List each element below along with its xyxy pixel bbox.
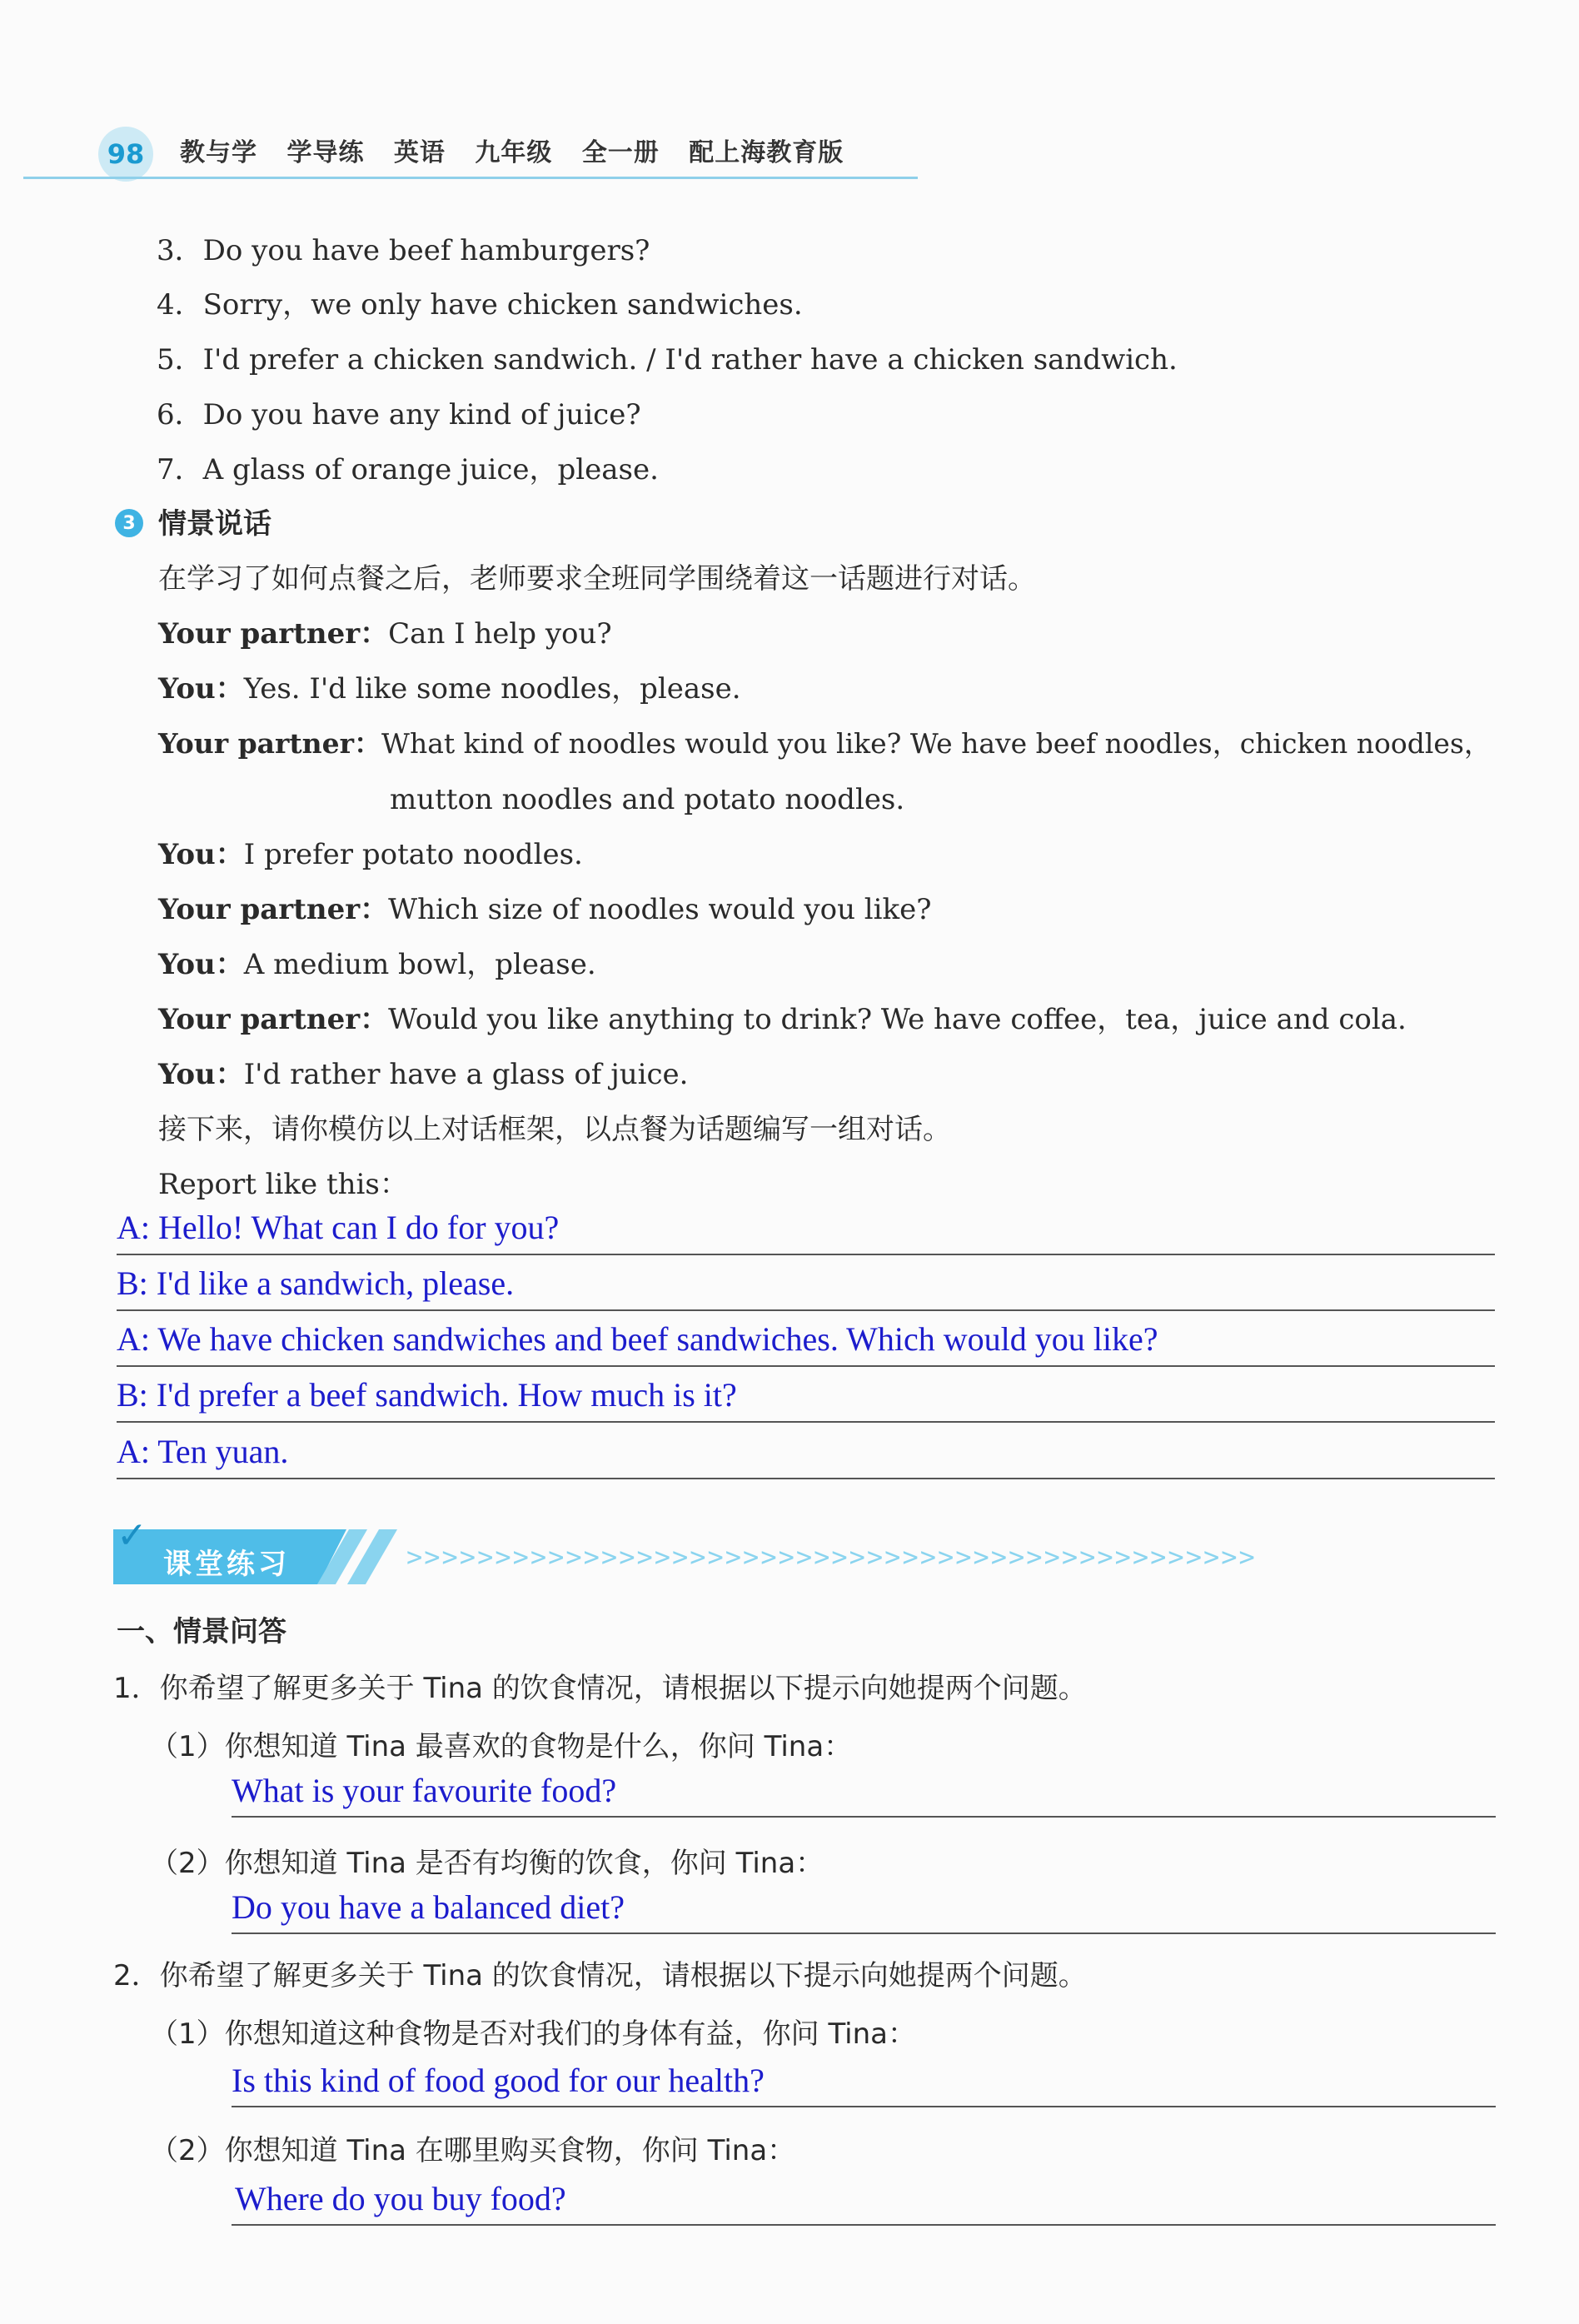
answer-rule xyxy=(117,1365,1495,1367)
section-number-badge xyxy=(115,509,143,537)
question-stem: 2．你希望了解更多关于 Tina 的饮食情况，请根据以下提示向她提两个问题。 xyxy=(113,1959,1087,1992)
dialogue-line xyxy=(158,1060,688,1089)
answer-line: What is your favourite food? xyxy=(232,1772,617,1809)
dialogue-line xyxy=(158,672,741,706)
report-label: Report like this： xyxy=(158,1168,408,1201)
answer-line: A: Hello! What can I do for you? xyxy=(117,1209,560,1246)
answer-rule xyxy=(232,2224,1496,2226)
section-number: 3 xyxy=(122,512,136,534)
sub-question: （1）你想知道 Tina 最喜欢的食物是什么，你问 Tina： xyxy=(150,1730,853,1763)
page-number: 98 xyxy=(107,138,145,170)
dialogue-line xyxy=(158,840,583,869)
utterance: Would you like anything to drink? We have coffee，tea，juice and cola. xyxy=(388,1003,1407,1036)
utterance: Yes. I'd like some noodles，please. xyxy=(243,672,741,706)
answer-line: B: I'd like a sandwich, please. xyxy=(117,1264,515,1302)
dialogue-line xyxy=(158,895,932,924)
header-divider xyxy=(23,177,918,179)
list-item: 5．I'd prefer a chicken sandwich. / I'd rather have a chicken sandwich. xyxy=(157,343,1178,377)
dialogue-line xyxy=(158,1005,1407,1034)
answer-rule xyxy=(232,1816,1496,1818)
question-stem: 1．你希望了解更多关于 Tina 的饮食情况，请根据以下提示向她提两个问题。 xyxy=(113,1672,1087,1705)
answer-line: A: Ten yuan. xyxy=(117,1433,289,1470)
answer-rule xyxy=(232,2106,1496,2107)
utterance: A medium bowl，please. xyxy=(243,948,596,981)
dialogue-line xyxy=(158,727,1492,760)
list-item: 3．Do you have beef hamburgers? xyxy=(157,234,650,267)
page-number-badge xyxy=(98,127,153,182)
list-item: 7．A glass of orange juice，please. xyxy=(157,453,659,486)
answer-rule xyxy=(117,1421,1495,1423)
speaker: You： xyxy=(158,948,244,981)
dialogue-line xyxy=(158,950,596,979)
answer-line: Is this kind of food good for our health? xyxy=(232,2062,765,2099)
answer-rule xyxy=(232,1933,1496,1934)
list-item: 6．Do you have any kind of juice? xyxy=(157,398,641,431)
dialogue-line xyxy=(158,617,612,651)
section-intro: 在学习了如何点餐之后，老师要求全班同学围绕着这一话题进行对话。 xyxy=(158,562,1036,596)
utterance: I prefer potato noodles. xyxy=(243,838,583,871)
speaker: Your partner： xyxy=(158,893,389,926)
checkmark-icon: ✓ xyxy=(117,1514,147,1557)
part-title: 一、情景问答 xyxy=(117,1615,286,1648)
utterance: Can I help you? xyxy=(388,617,612,651)
speaker: You： xyxy=(158,672,244,706)
section-title: 情景说话 xyxy=(158,507,271,541)
speaker: You： xyxy=(158,1058,244,1091)
speaker: Your partner： xyxy=(158,617,389,651)
sub-question: （2）你想知道 Tina 是否有均衡的饮食，你问 Tina： xyxy=(150,1847,824,1880)
speaker: Your partner： xyxy=(158,727,382,760)
dialogue-line-continuation: mutton noodles and potato noodles. xyxy=(390,783,905,816)
book-title: 教与学 学导练 英语 九年级 全一册 配上海教育版 xyxy=(180,138,844,167)
answer-line: B: I'd prefer a beef sandwich. How much is it? xyxy=(117,1376,737,1414)
answer-rule xyxy=(117,1478,1495,1479)
utterance: Which size of noodles would you like? xyxy=(388,893,932,926)
banner-arrows: >>>>>>>>>>>>>>>>>>>>>>>>>>>>>>>>>>>>>>>>>>>>>>>> xyxy=(406,1541,1257,1573)
speaker: You： xyxy=(158,838,244,871)
section-instruction: 接下来，请你模仿以上对话框架，以点餐为话题编写一组对话。 xyxy=(158,1113,951,1146)
list-item: 4．Sorry，we only have chicken sandwiches. xyxy=(157,288,803,322)
answer-line: Where do you buy food? xyxy=(235,2180,566,2217)
speaker: Your partner： xyxy=(158,1003,389,1036)
answer-line: Do you have a balanced diet? xyxy=(232,1888,625,1926)
utterance: I'd rather have a glass of juice. xyxy=(243,1058,689,1091)
answer-rule xyxy=(117,1309,1495,1311)
practice-banner-title: 课堂练习 xyxy=(163,1548,290,1581)
sub-question: （2）你想知道 Tina 在哪里购买食物，你问 Tina： xyxy=(150,2134,796,2167)
utterance: What kind of noodles would you like? We have beef noodles，chicken noodles， xyxy=(381,727,1492,760)
answer-rule xyxy=(117,1254,1495,1255)
answer-line: A: We have chicken sandwiches and beef sandwiches. Which would you like? xyxy=(117,1320,1158,1358)
sub-question: （1）你想知道这种食物是否对我们的身体有益，你问 Tina： xyxy=(150,2017,916,2051)
